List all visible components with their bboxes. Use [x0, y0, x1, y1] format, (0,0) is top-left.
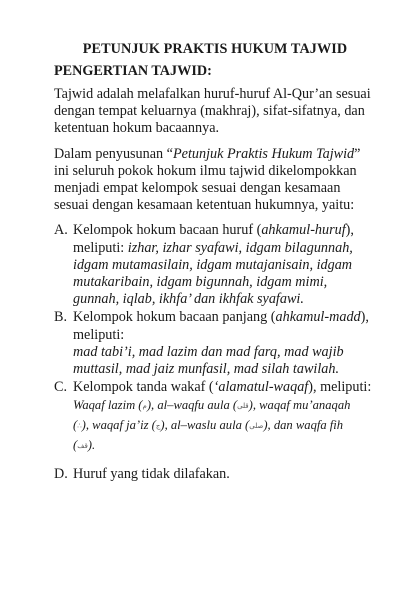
text-run: ), [360, 309, 369, 326]
list-item-d [54, 466, 376, 483]
section-heading: PENGERTIAN TAJWID: [54, 63, 212, 79]
paragraph-line: ketentuan hokum bacaannya. [54, 120, 220, 137]
item-line: meliputi: [73, 326, 125, 343]
document-title: PETUNJUK PRAKTIS HUKUM TAJWID [82, 41, 348, 57]
list-item-c [54, 379, 376, 456]
paragraph-line: ini seluruh pokok hokum ilmu tajwid dikelompokkan [54, 162, 357, 179]
list-marker: B. [54, 309, 68, 326]
text-run: ), waqaf mu’anaqah [248, 398, 351, 413]
item-line [73, 416, 376, 436]
text-run: Dalam penyusunan “ [54, 145, 173, 162]
paragraph-line: menjadi empat kelompok sesuai dengan kesamaan [54, 180, 341, 197]
waqf-sign-jaiz: ج [155, 422, 161, 431]
list-marker: C. [54, 379, 68, 396]
waqf-sign-muanaqah: ∴ [77, 422, 82, 431]
item-line: mutakaribain, idgam bigunnah, idgam mimi, [73, 274, 328, 291]
text-run: Waqaf lazim ( [73, 398, 143, 413]
item-line: gunnah, iqlab, ikhfa’ dan ikhfak syafawi. [73, 291, 304, 308]
paragraph-line: sesuai dengan kesamaan ketentuan hukumnya, yaitu: [54, 197, 355, 214]
text-run: ( [73, 438, 78, 453]
item-line [73, 240, 376, 257]
book-title-emphasis: Petunjuk Praktis Hukum Tajwid [172, 145, 355, 162]
item-line: mad tabi’i, mad lazim dan mad farq, mad wajib [73, 343, 344, 360]
group-list [54, 222, 376, 483]
text-run: ), al–waqfu aula ( [146, 398, 238, 413]
definition-paragraph [54, 86, 376, 138]
text-run: ), al–waslu aula ( [160, 418, 250, 433]
waqf-sign-waslu: صلى [249, 422, 264, 431]
intro-paragraph [54, 146, 376, 215]
term-emphasis: ahkamul-madd [275, 309, 361, 326]
waqf-sign-fih: قف [77, 442, 88, 451]
item-line [73, 396, 376, 416]
text-run: ), dan waqfa fih [263, 418, 344, 433]
text-run: meliputi: [73, 239, 128, 256]
paragraph-line [54, 146, 376, 163]
item-line: idgam mutamasilain, idgam mutajanisain, idgam [73, 256, 353, 273]
waqf-sign-lazim: م [142, 402, 147, 411]
text-run: ). [87, 438, 96, 453]
list-marker: A. [54, 222, 68, 239]
document-page [54, 40, 376, 485]
item-line [73, 222, 376, 239]
item-line [73, 379, 376, 396]
term-emphasis: ahkamul-huruf [261, 222, 346, 239]
paragraph-line: Tajwid adalah melafalkan huruf-huruf Al-Qur’an sesuai [54, 86, 371, 102]
text-run: ( [73, 418, 78, 433]
list-marker: D. [54, 466, 68, 483]
text-run: Kelompok tanda wakaf ( [73, 379, 214, 396]
text-run: ” [354, 145, 361, 162]
text-run: ), waqaf ja’iz ( [81, 418, 156, 433]
waqf-sign-aula: قلى [237, 402, 249, 411]
item-line: muttasil, mad jaiz munfasil, mad silah tawilah. [73, 361, 340, 378]
list-item-b [54, 309, 376, 378]
item-line [73, 436, 376, 456]
term-emphasis: ‘alamatul-waqaf [213, 379, 309, 396]
text-run: Kelompok hokum bacaan huruf ( [73, 222, 262, 239]
item-line [73, 309, 376, 326]
paragraph-line: dengan tempat keluarnya (makhraj), sifat-sifatnya, dan [54, 103, 365, 120]
term-emphasis: izhar, izhar syafawi, idgam bilagunnah, [127, 239, 353, 256]
text-run: ), meliputi: [308, 379, 372, 396]
item-line: Huruf yang tidak dilafakan. [73, 466, 230, 483]
text-run: ), [345, 222, 354, 239]
list-item-a [54, 222, 376, 308]
text-run: Kelompok hokum bacaan panjang ( [73, 309, 276, 326]
